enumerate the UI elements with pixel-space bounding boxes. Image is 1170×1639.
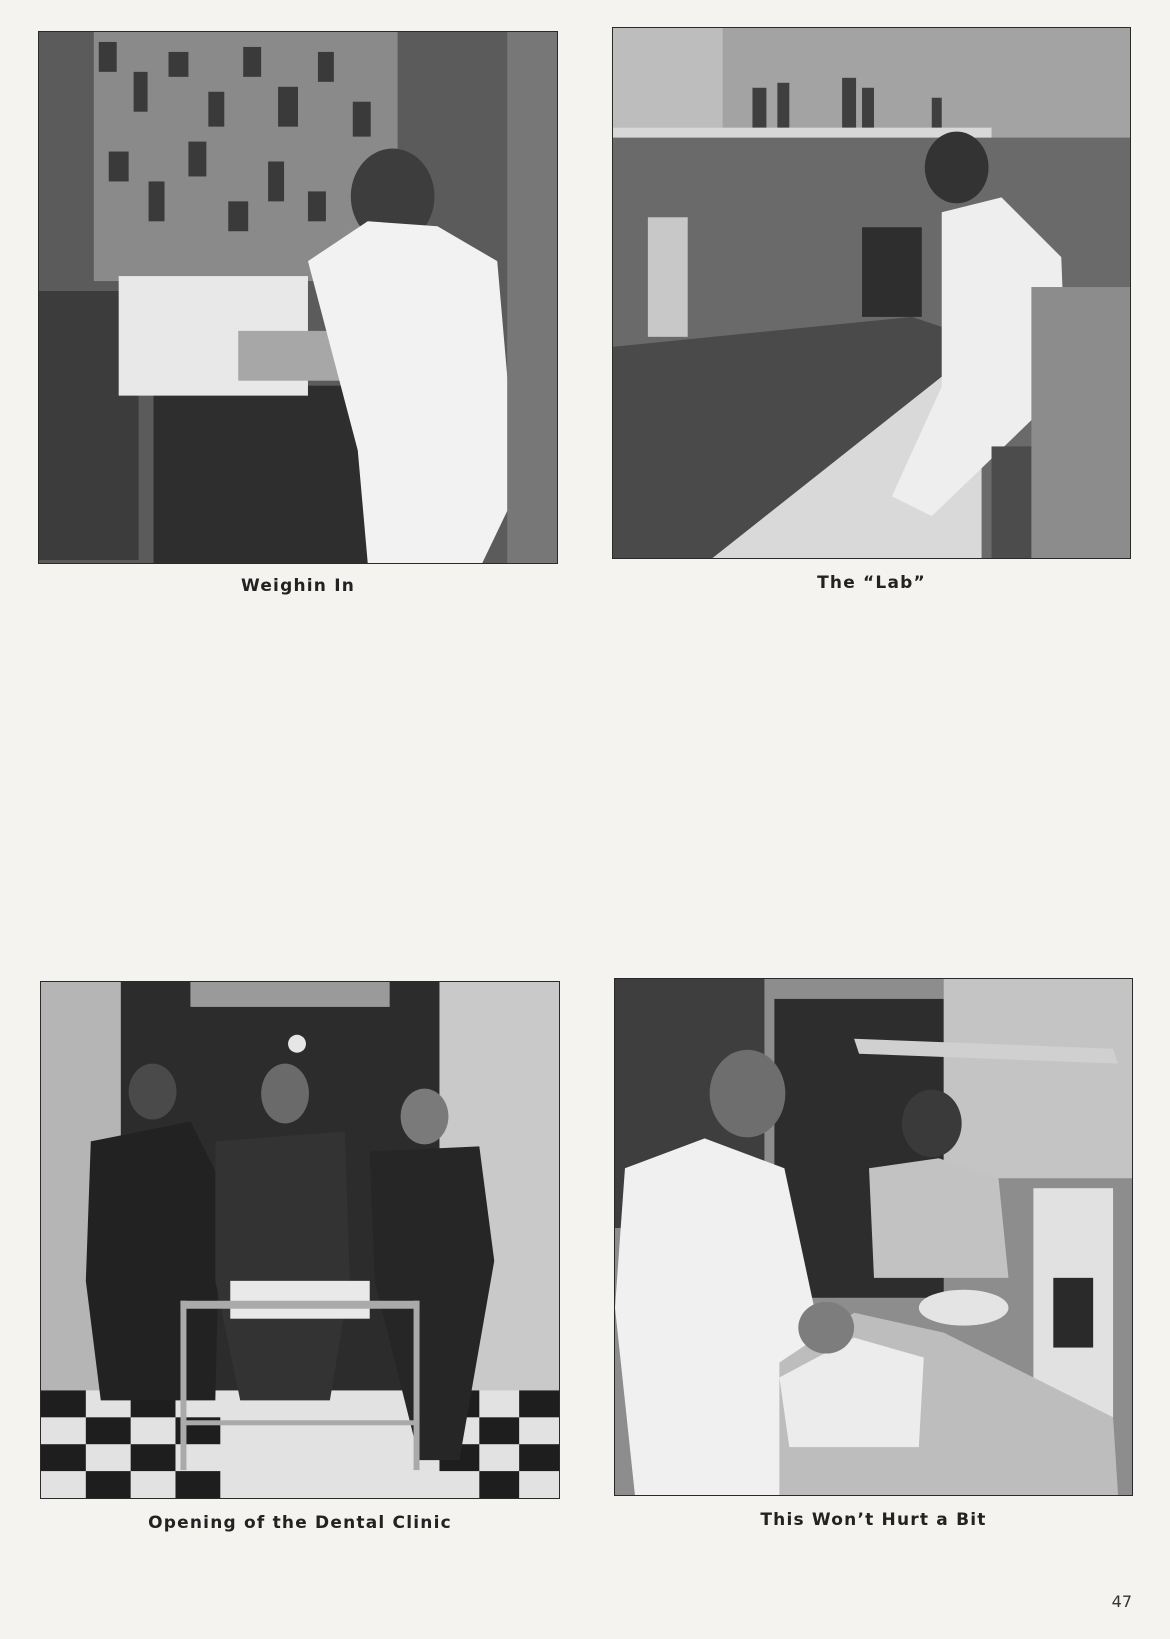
photo-opening-dental-clinic [40,981,560,1499]
photo-this-wont-hurt-image [615,979,1132,1495]
caption-this-wont-hurt: This Won’t Hurt a Bit [760,1510,987,1530]
caption-the-lab: The “Lab” [817,573,926,593]
photo-opening-dental-clinic-image [41,982,559,1498]
caption-opening-dental-clinic: Opening of the Dental Clinic [148,1513,452,1533]
photo-the-lab-image [613,28,1130,558]
photo-this-wont-hurt [614,978,1133,1496]
page-number: 47 [1111,1592,1132,1611]
photo-weighin-in-image [39,32,557,563]
photo-the-lab [612,27,1131,559]
caption-weighin-in: Weighin In [240,576,356,596]
photo-weighin-in [38,31,558,564]
